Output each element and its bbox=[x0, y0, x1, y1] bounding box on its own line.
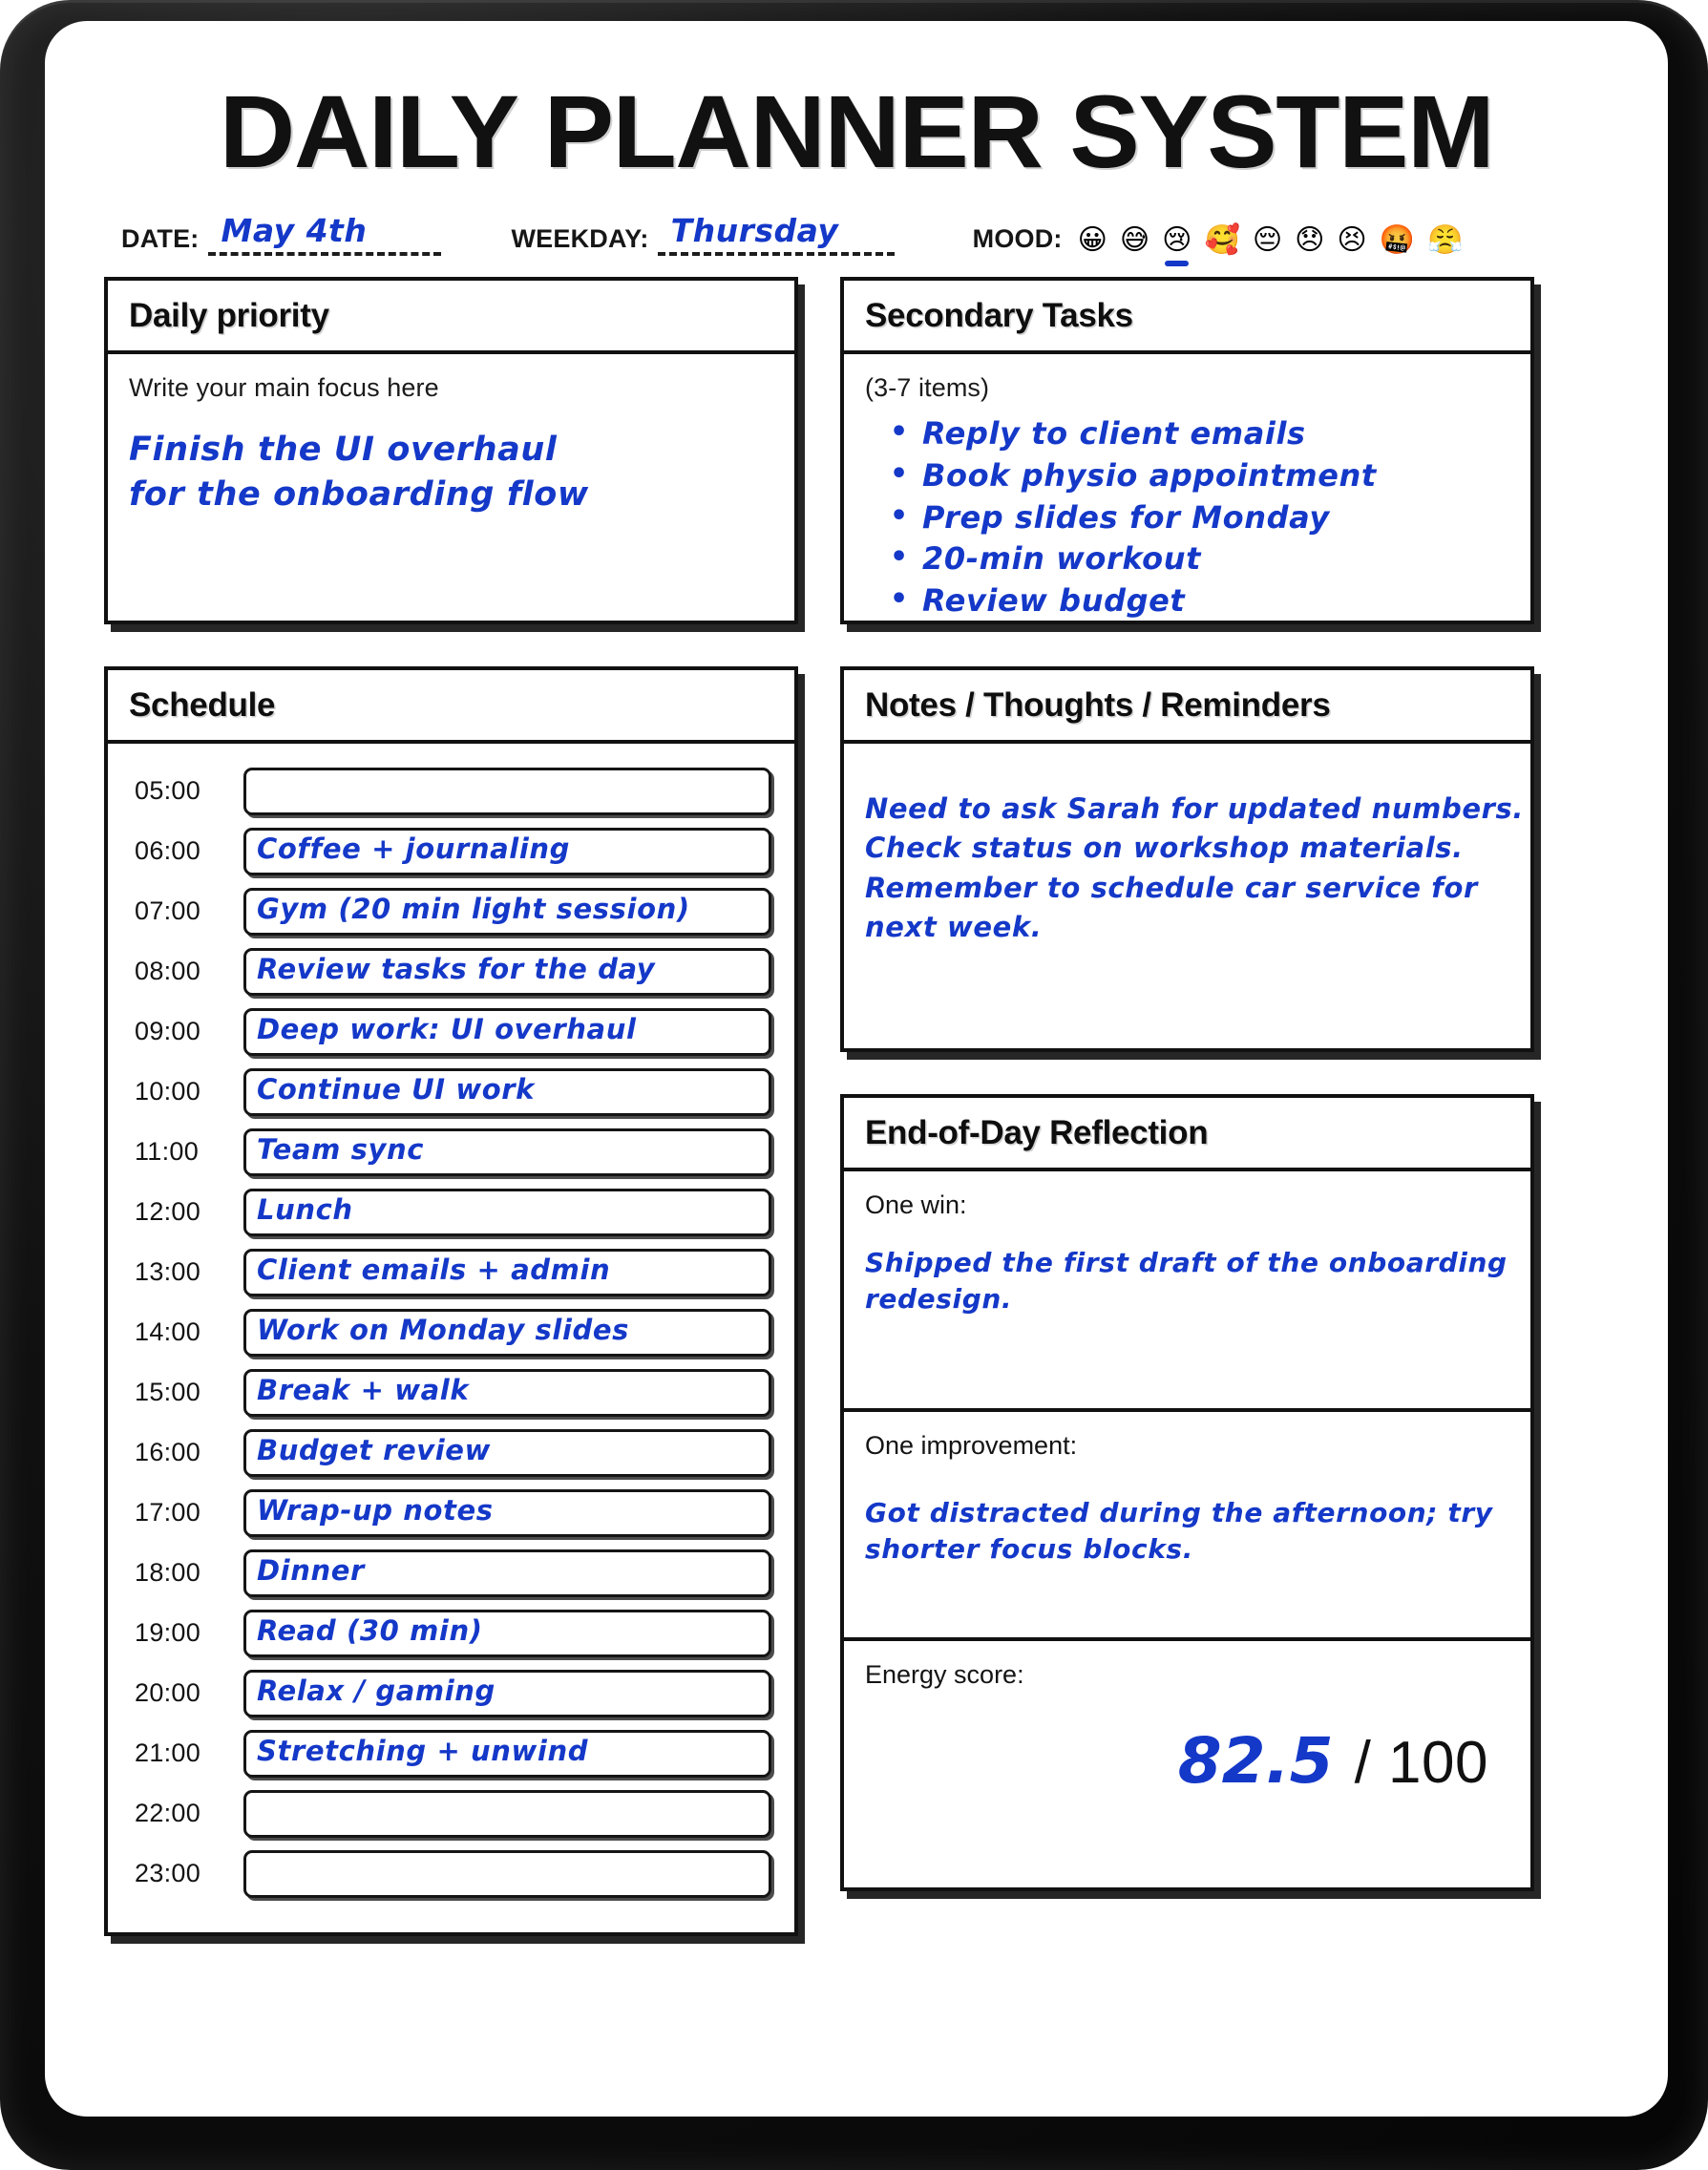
reflection-win-label: One win: bbox=[865, 1190, 967, 1220]
date-value: May 4th bbox=[221, 212, 368, 250]
schedule-slot-row bbox=[131, 881, 771, 941]
schedule-slot-row bbox=[131, 941, 771, 1001]
mood-emoji-list bbox=[1077, 223, 1464, 258]
daily-priority-value bbox=[129, 428, 773, 516]
schedule-slot-input[interactable] bbox=[243, 1189, 771, 1236]
schedule-slot-entry: Team sync bbox=[257, 1133, 424, 1167]
daily-priority-card bbox=[104, 277, 798, 624]
energy-score-total: / 100 bbox=[1354, 1730, 1488, 1797]
schedule-slot-row bbox=[131, 1001, 771, 1062]
content-columns bbox=[104, 277, 1609, 1936]
schedule-slot-input[interactable] bbox=[243, 1429, 771, 1477]
crying-face-emoji[interactable]: 😢 bbox=[1162, 223, 1192, 258]
schedule-slot-row bbox=[131, 1062, 771, 1122]
schedule-slot-row bbox=[131, 1242, 771, 1302]
schedule-slot-row bbox=[131, 1783, 771, 1843]
schedule-slot-entry: Coffee + journaling bbox=[257, 832, 570, 866]
left-column bbox=[104, 277, 798, 1936]
mood-group bbox=[973, 224, 1464, 256]
daily-priority-body[interactable] bbox=[108, 354, 794, 633]
daily-priority-value-line-2: for the onboarding flow bbox=[129, 474, 589, 514]
reflection-header bbox=[844, 1098, 1530, 1171]
schedule-slot-row bbox=[131, 1603, 771, 1663]
secondary-task-item: • Book physio appointment bbox=[865, 456, 1509, 496]
schedule-slot-entry: Relax / gaming bbox=[257, 1675, 496, 1708]
notes-title: Notes / Thoughts / Reminders bbox=[865, 686, 1331, 725]
mood-label: MOOD: bbox=[972, 224, 1063, 254]
planner-page bbox=[45, 21, 1668, 2117]
schedule-slot-row bbox=[131, 1543, 771, 1603]
schedule-slot-row bbox=[131, 1122, 771, 1182]
face-with-symbols-on-mouth-emoji[interactable]: 🤬 bbox=[1379, 223, 1416, 258]
schedule-slot-input[interactable] bbox=[243, 1309, 771, 1357]
schedule-slot-row bbox=[131, 1663, 771, 1723]
schedule-slot-input[interactable] bbox=[243, 1068, 771, 1116]
schedule-slot-row bbox=[131, 1362, 771, 1422]
schedule-slot-time: 14:00 bbox=[135, 1317, 201, 1347]
schedule-slot-time: 12:00 bbox=[135, 1197, 201, 1227]
notes-body[interactable] bbox=[844, 744, 1530, 1061]
schedule-slot-input[interactable] bbox=[243, 1670, 771, 1717]
secondary-tasks-list bbox=[865, 414, 1509, 621]
schedule-slot-input[interactable] bbox=[243, 1790, 771, 1838]
schedule-slot-input[interactable] bbox=[243, 1730, 771, 1778]
schedule-slot-entry: Budget review bbox=[257, 1434, 491, 1467]
schedule-slot-entry: Break + walk bbox=[257, 1374, 470, 1407]
schedule-slot-time: 16:00 bbox=[135, 1438, 201, 1467]
schedule-card bbox=[104, 666, 798, 1936]
secondary-task-item: • 20-min workout bbox=[865, 539, 1509, 579]
notes-card bbox=[840, 666, 1534, 1052]
schedule-slot-list bbox=[108, 744, 794, 1932]
schedule-slot-time: 10:00 bbox=[135, 1077, 201, 1106]
schedule-slot-time: 07:00 bbox=[135, 896, 201, 926]
schedule-slot-input[interactable] bbox=[243, 1489, 771, 1537]
schedule-slot-time: 18:00 bbox=[135, 1558, 201, 1588]
schedule-slot-input[interactable] bbox=[243, 1008, 771, 1056]
daily-priority-title: Daily priority bbox=[129, 297, 329, 335]
daily-priority-value-line-1: Finish the UI overhaul bbox=[129, 431, 558, 470]
weekday-field[interactable] bbox=[658, 212, 895, 256]
reflection-energy-label: Energy score: bbox=[865, 1660, 1024, 1690]
schedule-slot-entry: Continue UI work bbox=[257, 1073, 536, 1106]
schedule-slot-time: 11:00 bbox=[135, 1137, 200, 1167]
weekday-value: Thursday bbox=[670, 212, 839, 250]
schedule-slot-time: 15:00 bbox=[135, 1378, 201, 1407]
schedule-slot-input[interactable] bbox=[243, 1610, 771, 1657]
notes-header bbox=[844, 670, 1530, 744]
schedule-slot-input[interactable] bbox=[243, 1850, 771, 1898]
schedule-slot-input[interactable] bbox=[243, 888, 771, 936]
schedule-slot-time: 09:00 bbox=[135, 1017, 201, 1046]
notes-value: Need to ask Sarah for updated numbers. Check status on workshop materials. Remember to schedule car service for next week. bbox=[865, 792, 1524, 943]
schedule-slot-entry: Lunch bbox=[257, 1193, 353, 1227]
schedule-slot-row bbox=[131, 1723, 771, 1783]
schedule-slot-time: 13:00 bbox=[135, 1257, 201, 1287]
schedule-slot-row bbox=[131, 1302, 771, 1362]
schedule-slot-time: 06:00 bbox=[135, 836, 201, 866]
schedule-slot-row bbox=[131, 821, 771, 881]
reflection-improvement-label: One improvement: bbox=[865, 1431, 1078, 1461]
schedule-slot-row bbox=[131, 1182, 771, 1242]
schedule-header bbox=[108, 670, 794, 744]
pensive-face-emoji[interactable]: 😔 bbox=[1252, 223, 1283, 258]
grinning-face-emoji[interactable]: 😀 bbox=[1077, 223, 1107, 258]
schedule-slot-input[interactable] bbox=[243, 1549, 771, 1597]
schedule-slot-entry: Work on Monday slides bbox=[257, 1314, 629, 1347]
smiling-face-with-hearts-emoji[interactable]: 🥰 bbox=[1204, 223, 1240, 258]
reflection-improvement-value: Got distracted during the afternoon; try shorter focus blocks. bbox=[865, 1497, 1493, 1566]
schedule-slot-entry: Wrap-up notes bbox=[257, 1494, 494, 1527]
energy-score-row bbox=[865, 1724, 1509, 1799]
schedule-slot-input[interactable] bbox=[243, 1249, 771, 1296]
reflection-energy-section[interactable] bbox=[844, 1641, 1530, 1887]
secondary-tasks-body[interactable] bbox=[844, 354, 1530, 633]
schedule-slot-row bbox=[131, 1843, 771, 1904]
schedule-slot-time: 19:00 bbox=[135, 1618, 201, 1648]
schedule-slot-row bbox=[131, 761, 771, 821]
energy-score-value: 82.5 bbox=[1177, 1724, 1334, 1799]
reflection-win-section[interactable] bbox=[844, 1171, 1530, 1412]
meta-row bbox=[104, 210, 1609, 256]
schedule-slot-time: 17:00 bbox=[135, 1498, 201, 1527]
secondary-task-item: • Review budget bbox=[865, 581, 1509, 622]
schedule-slot-time: 20:00 bbox=[135, 1678, 201, 1708]
schedule-slot-input[interactable] bbox=[243, 1128, 771, 1176]
daily-priority-header bbox=[108, 281, 794, 354]
secondary-tasks-title: Secondary Tasks bbox=[865, 297, 1133, 335]
schedule-slot-entry: Read (30 min) bbox=[257, 1614, 483, 1648]
secondary-tasks-hint: (3-7 items) bbox=[865, 373, 990, 403]
face-with-steam-from-nose-emoji[interactable]: 😤 bbox=[1427, 223, 1464, 258]
persevering-face-emoji[interactable]: 😣 bbox=[1337, 223, 1367, 258]
schedule-slot-entry: Gym (20 min light session) bbox=[257, 893, 690, 926]
grinning-face-with-sweat-emoji[interactable]: 😅 bbox=[1119, 223, 1150, 258]
schedule-slot-time: 08:00 bbox=[135, 957, 201, 986]
date-label: DATE: bbox=[121, 224, 200, 254]
schedule-slot-input[interactable] bbox=[243, 828, 771, 875]
reflection-improvement-section[interactable] bbox=[844, 1412, 1530, 1641]
reflection-title: End-of-Day Reflection bbox=[865, 1114, 1209, 1152]
schedule-slot-entry: Client emails + admin bbox=[257, 1254, 611, 1287]
schedule-slot-time: 23:00 bbox=[135, 1859, 201, 1888]
secondary-tasks-header bbox=[844, 281, 1530, 354]
schedule-slot-row bbox=[131, 1483, 771, 1543]
daily-priority-hint: Write your main focus here bbox=[129, 373, 439, 403]
schedule-slot-entry: Review tasks for the day bbox=[257, 953, 656, 986]
schedule-slot-row bbox=[131, 1422, 771, 1483]
right-column bbox=[840, 277, 1534, 1936]
schedule-slot-input[interactable] bbox=[243, 1369, 771, 1417]
schedule-title: Schedule bbox=[129, 686, 276, 725]
disappointed-face-emoji[interactable]: 😞 bbox=[1295, 223, 1325, 258]
date-field[interactable] bbox=[208, 212, 441, 256]
secondary-task-item: • Prep slides for Monday bbox=[865, 498, 1509, 538]
secondary-tasks-card bbox=[840, 277, 1534, 624]
schedule-slot-input[interactable] bbox=[243, 768, 771, 815]
schedule-slot-time: 22:00 bbox=[135, 1799, 201, 1828]
schedule-slot-time: 21:00 bbox=[135, 1738, 201, 1768]
weekday-label: WEEKDAY: bbox=[511, 224, 649, 254]
schedule-slot-time: 05:00 bbox=[135, 776, 201, 806]
page-title: DAILY PLANNER SYSTEM bbox=[219, 74, 1494, 189]
secondary-task-item: • Reply to client emails bbox=[865, 414, 1509, 454]
reflection-win-value: Shipped the first draft of the onboarding redesign. bbox=[865, 1247, 1508, 1316]
schedule-slot-input[interactable] bbox=[243, 948, 771, 996]
schedule-slot-entry: Deep work: UI overhaul bbox=[257, 1013, 637, 1046]
schedule-slot-entry: Dinner bbox=[257, 1554, 365, 1588]
schedule-slot-entry: Stretching + unwind bbox=[257, 1735, 589, 1768]
reflection-card bbox=[840, 1094, 1534, 1891]
